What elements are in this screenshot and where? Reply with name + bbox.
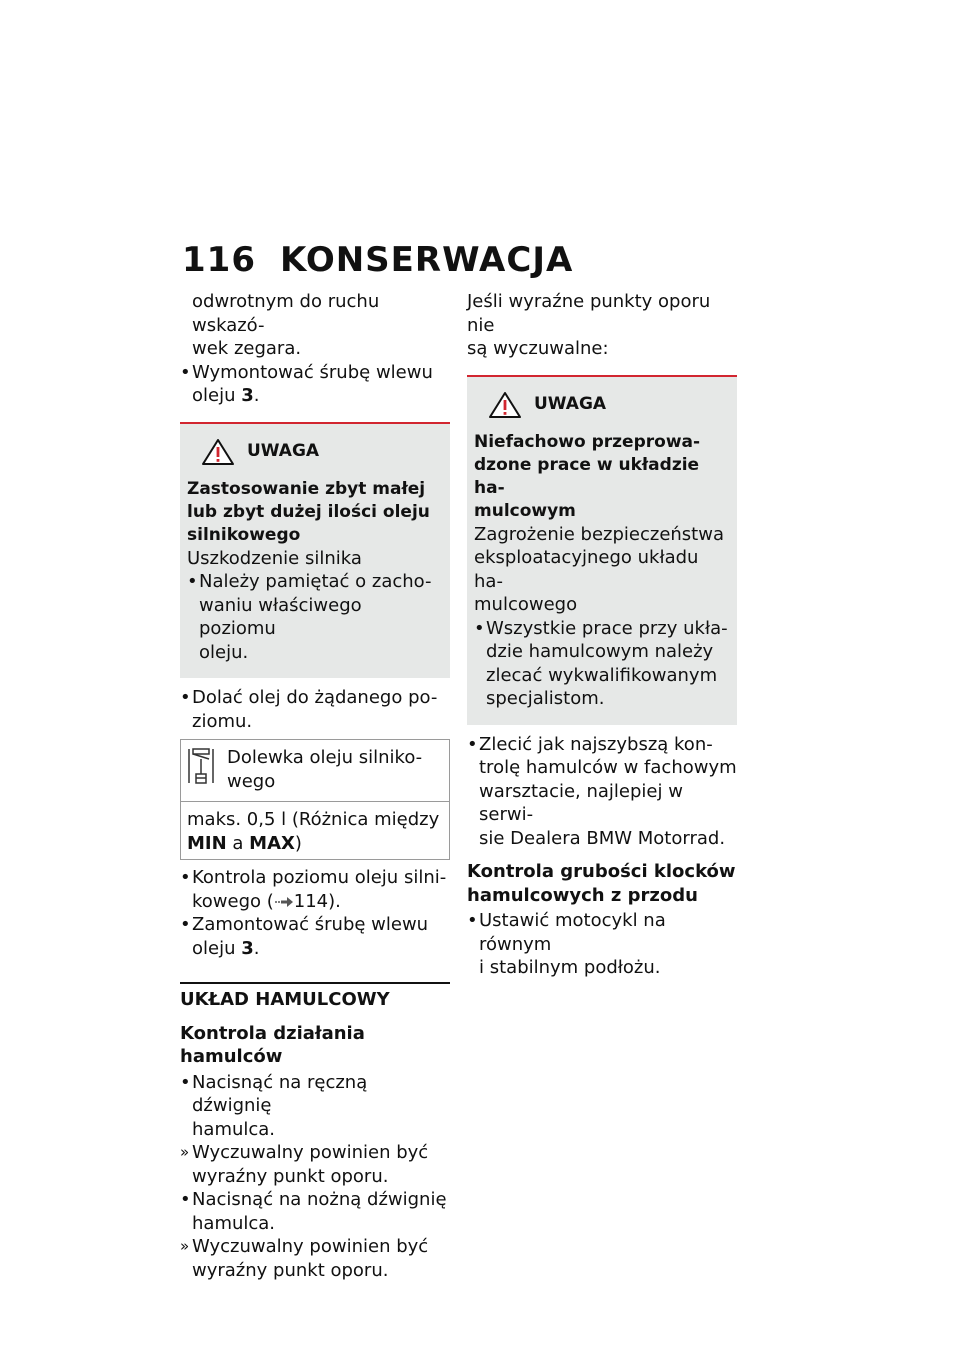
paragraph: odwrotnym do ruchu wskazó- wek zegara. [192, 291, 380, 359]
step-hand-brake: • Nacisnąć na ręczną dźwignię hamulca. [180, 1071, 450, 1142]
step-check-oil-level: • Kontrola poziomu oleju silni- kowego ( 114). [180, 866, 450, 913]
warning-title: UWAGA [534, 393, 607, 414]
warning-cause: Zastosowanie zbyt małej lub zbyt dużej ilości oleju silnikowego [187, 478, 430, 545]
warning-header [201, 438, 443, 466]
warning-box-oil [180, 422, 450, 679]
warning-title: UWAGA [247, 440, 320, 461]
oil-can-icon [187, 746, 227, 793]
page-header [182, 240, 573, 280]
warning-instruction: • Należy pamiętać o zacho- waniu właściwego poziomu oleju. [187, 570, 443, 664]
warning-cause: Niefachowo przeprowa- dzone prace w układzie ha- mulcowym [474, 431, 701, 521]
spec-value: maks. 0,5 l (Różnica między MIN a MAX) [187, 809, 440, 854]
step-foot-brake: • Nacisnąć na nożną dźwignię hamulca. [180, 1188, 450, 1235]
step-remove-oil-plug: • Wymontować śrubę wlewu oleju 3. [180, 361, 450, 408]
warning-consequence: Zagrożenie bezpieczeństwa eksploatacyjnego układu ha- mulcowego [474, 523, 724, 615]
step-top-up-oil: • Dolać olej do żądanego po- ziomu. [180, 686, 450, 733]
chapter-title: KONSERWACJA [280, 240, 574, 280]
spec-label: Dolewka oleju silniko- wego [227, 747, 423, 792]
warning-triangle-icon [488, 391, 522, 419]
warning-instruction: • Wszystkie prace przy ukła- dzie hamulcowym należy zlecać wykwalifikowanym specjalistom. [474, 617, 730, 711]
page-arrow-icon [274, 896, 294, 908]
warning-triangle-icon [201, 438, 235, 466]
warning-consequence: Uszkodzenie silnika [187, 547, 362, 569]
section-divider [180, 982, 450, 1012]
step-workshop-check: • Zlecić jak najszybszą kon- trolę hamulców w fachowym warsztacie, najlepiej w serwi- sie Dealera BMW Motorrad. [467, 733, 737, 851]
result-pressure-point: » Wyczuwalny powinien być wyraźny punkt oporu. [180, 1235, 450, 1282]
paragraph: Jeśli wyraźne punkty oporu nie są wyczuwalne: [467, 291, 711, 359]
warning-box-brakes [467, 375, 737, 725]
left-column [180, 290, 450, 1282]
step-park-motorcycle: • Ustawić motocykl na równym i stabilnym podłożu. [467, 909, 737, 980]
spec-table-oil [180, 739, 450, 860]
step-install-oil-plug: • Zamontować śrubę wlewu oleju 3. [180, 913, 450, 960]
spec-header [181, 740, 449, 802]
page-reference-link[interactable]: 114 [293, 890, 329, 912]
right-column [467, 290, 737, 980]
subsection-title: Kontrola działania hamulców [180, 1022, 365, 1067]
section-title: UKŁAD HAMULCOWY [180, 989, 390, 1010]
page-number: 116 [182, 240, 256, 280]
result-pressure-point: » Wyczuwalny powinien być wyraźny punkt oporu. [180, 1141, 450, 1188]
warning-header [488, 391, 730, 419]
subsection-title: Kontrola grubości klocków hamulcowych z przodu [467, 861, 736, 906]
